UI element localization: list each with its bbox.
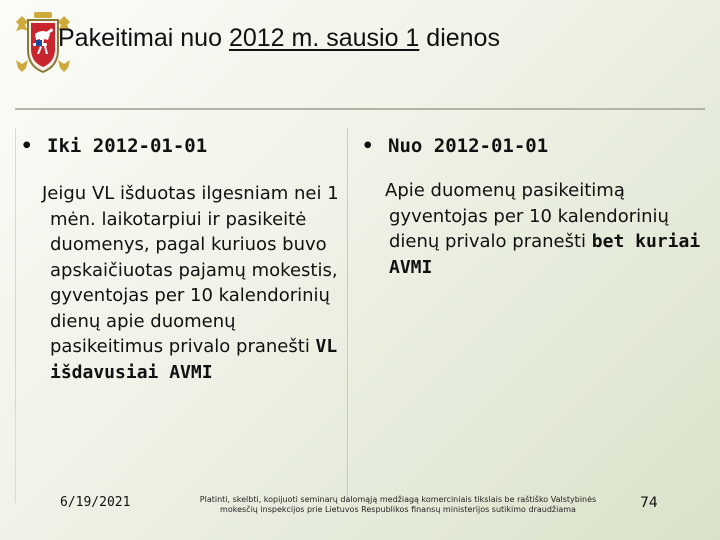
- left-body-text: [15, 181, 350, 385]
- footer-date: 6/19/2021: [60, 495, 131, 510]
- left-bullet: [15, 135, 350, 157]
- title-prefix: Pakeitimai nuo: [58, 24, 229, 52]
- footer-note: Platinti, skelbti, kopijuoti seminarų dalomąją medžiagą komerciniais tikslais be raštiško Valstybinės mokesčių inspekcijos prie Lietuvos Respublikos finansų ministerijos sutikimo draudžiama: [199, 495, 597, 514]
- right-bullet-label: Nuo 2012-01-01: [388, 135, 549, 157]
- left-text-plain: Jeigu VL išduotas ilgesniam nei 1 mėn. laikotarpiui ir pasikeitė duomenys, pagal kuriuos buvo apskaičiuotas pajamų mokestis, gyventojas per 10 kalendorinių dienų apie duomenų pasikeitimus privalo pranešti: [42, 183, 339, 357]
- left-text-bold: VL išdavusiai AVMI: [50, 336, 338, 383]
- page-title: [58, 24, 500, 53]
- title-suffix: dienos: [419, 24, 500, 52]
- title-date: 2012 m. sausio 1: [228, 24, 420, 52]
- right-column: [356, 115, 706, 280]
- title-divider: [15, 108, 705, 110]
- page-number: 74: [640, 495, 658, 511]
- bullet-dot: •: [21, 135, 33, 157]
- column-divider: [347, 128, 348, 503]
- left-bullet-label: Iki 2012-01-01: [47, 135, 208, 157]
- bullet-dot: •: [362, 135, 374, 157]
- right-text-bold: bet kuriai AVMI: [389, 231, 701, 278]
- right-text-plain: Apie duomenų pasikeitimą gyventojas per 10 kalendorinių dienų privalo pranešti: [385, 180, 669, 252]
- left-border: [15, 128, 16, 503]
- right-bullet: [356, 135, 706, 157]
- left-column: [15, 115, 350, 385]
- right-body-text: [356, 178, 706, 280]
